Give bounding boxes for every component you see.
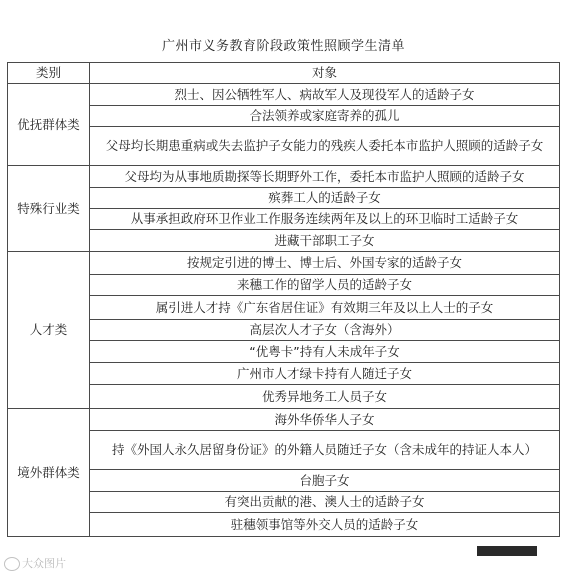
table-header bbox=[8, 63, 560, 84]
target-cell: 烈士、因公牺牲军人、病故军人及现役军人的适龄子女 bbox=[90, 84, 560, 106]
target-cell: 殡葬工人的适龄子女 bbox=[90, 188, 560, 209]
category-cell: 境外群体类 bbox=[8, 409, 90, 537]
watermark-text: 大众图片 bbox=[22, 557, 66, 570]
target-cell: 父母均长期患重病或失去监护子女能力的残疾人委托本市监护人照顾的适龄子女 bbox=[90, 127, 560, 166]
target-cell: 高层次人才子女（含海外） bbox=[90, 320, 560, 341]
table-row bbox=[8, 341, 560, 363]
target-cell: 海外华侨华人子女 bbox=[90, 409, 560, 431]
target-cell: 按规定引进的博士、博士后、外国专家的适龄子女 bbox=[90, 252, 560, 275]
table-row bbox=[8, 492, 560, 513]
category-cell: 优抚群体类 bbox=[8, 84, 90, 166]
page-title: 广州市义务教育阶段政策性照顾学生清单 bbox=[161, 39, 405, 54]
redaction-bar bbox=[477, 546, 537, 556]
table-body bbox=[8, 84, 560, 537]
category-cell: 特殊行业类 bbox=[8, 166, 90, 252]
table-header-row bbox=[8, 63, 560, 84]
table-row bbox=[8, 209, 560, 230]
table-row bbox=[8, 127, 560, 166]
table-row bbox=[8, 363, 560, 385]
table-row bbox=[8, 275, 560, 296]
target-cell: 优秀异地务工人员子女 bbox=[90, 385, 560, 409]
target-cell: 进藏干部职工子女 bbox=[90, 230, 560, 252]
table-row bbox=[8, 385, 560, 409]
policy-table bbox=[7, 62, 560, 537]
table-row bbox=[8, 230, 560, 252]
table-row bbox=[8, 106, 560, 127]
table-row bbox=[8, 296, 560, 320]
table-row bbox=[8, 252, 560, 275]
watermark bbox=[4, 556, 66, 572]
table-row bbox=[8, 409, 560, 431]
target-cell: 有突出贡献的港、澳人士的适龄子女 bbox=[90, 492, 560, 513]
table-row bbox=[8, 470, 560, 492]
target-cell: 广州市人才绿卡持有人随迁子女 bbox=[90, 363, 560, 385]
column-header-category: 类别 bbox=[8, 63, 90, 84]
target-cell: 从事承担政府环卫作业工作服务连续两年及以上的环卫临时工适龄子女 bbox=[90, 209, 560, 230]
camera-logo-icon bbox=[4, 557, 20, 571]
category-cell: 人才类 bbox=[8, 252, 90, 409]
target-cell: 合法领养或家庭寄养的孤儿 bbox=[90, 106, 560, 127]
target-cell: 父母均为从事地质勘探等长期野外工作，委托本市监护人照顾的适龄子女 bbox=[90, 166, 560, 188]
table-row bbox=[8, 84, 560, 106]
table-row bbox=[8, 431, 560, 470]
target-cell: 持《外国人永久居留身份证》的外籍人员随迁子女（含未成年的持证人本人） bbox=[90, 431, 560, 470]
table-row bbox=[8, 188, 560, 209]
target-cell: 台胞子女 bbox=[90, 470, 560, 492]
table-row bbox=[8, 513, 560, 537]
target-cell: 驻穗领事馆等外交人员的适龄子女 bbox=[90, 513, 560, 537]
column-header-target: 对象 bbox=[90, 63, 560, 84]
table-row bbox=[8, 166, 560, 188]
table-row bbox=[8, 320, 560, 341]
target-cell: 来穗工作的留学人员的适龄子女 bbox=[90, 275, 560, 296]
target-cell: 属引进人才持《广东省居住证》有效期三年及以上人士的子女 bbox=[90, 296, 560, 320]
target-cell: “优粤卡”持有人未成年子女 bbox=[90, 341, 560, 363]
